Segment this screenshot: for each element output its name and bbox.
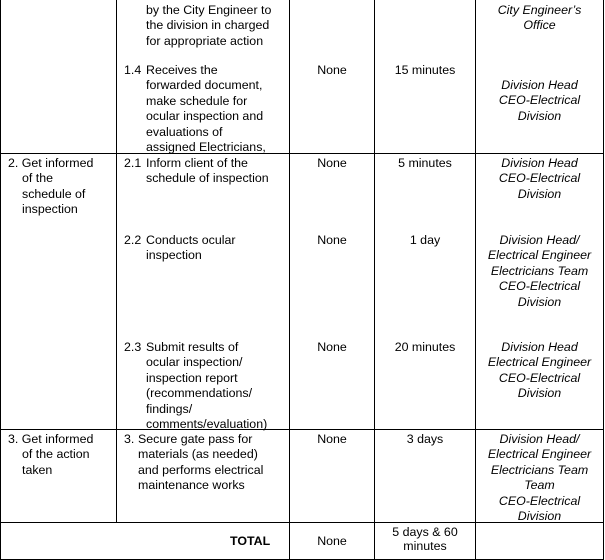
text-line: taken (22, 462, 53, 477)
step-text (138, 432, 263, 494)
text-line: Submit results of (146, 340, 239, 354)
client-step-cell (8, 432, 93, 478)
text-line: CEO-Electrical (498, 279, 581, 294)
text-line: materials (as needed) (138, 447, 258, 462)
text-line: schedule of inspection (146, 171, 269, 186)
text-line: assigned Electricians, (146, 140, 266, 155)
client-step-cell (8, 156, 93, 218)
total-time (375, 525, 475, 553)
total-fees: None (317, 534, 347, 548)
text-line: the division in charged (146, 18, 270, 33)
text-line: CEO-Electrical (498, 93, 581, 108)
text-line: 2. Get informed (8, 156, 94, 170)
text-line: Division (517, 509, 562, 524)
step-text (146, 156, 269, 187)
fees-cell: None (317, 340, 347, 354)
text-line: Division Head (501, 78, 578, 92)
text-line: Electrical Engineer (487, 355, 592, 370)
text-line: (recommendations/ (146, 386, 253, 401)
text-line: inspection report (146, 370, 238, 385)
text-line: Electrical Engineer (487, 447, 592, 462)
step-number: 2.3 (124, 340, 142, 354)
text-line: Division (517, 186, 562, 201)
fees-cell: None (317, 156, 347, 170)
time-cell: 20 minutes (394, 340, 456, 354)
total-label: TOTAL (230, 534, 271, 548)
text-line: Division Head/ (499, 233, 580, 247)
text-line: inspection (22, 202, 78, 217)
text-line: CEO-Electrical (498, 370, 581, 385)
fees-cell: None (317, 432, 347, 446)
col-divider-1 (116, 0, 117, 523)
text-line: Electricians Team (490, 462, 589, 477)
text-line: Division (517, 108, 562, 123)
text-line: evaluations of (146, 124, 223, 139)
step-text (146, 63, 266, 155)
col-divider-3 (374, 0, 375, 560)
col-divider-2 (289, 0, 290, 560)
fees-cell: None (317, 63, 347, 77)
responsible-continued (476, 3, 603, 34)
text-line: Division Head (501, 340, 578, 354)
responsible-cell (476, 78, 603, 124)
text-line: schedule of (22, 186, 86, 201)
step-text (146, 340, 267, 432)
text-line: CEO-Electrical (498, 171, 581, 186)
text-line: Division (517, 294, 562, 309)
text-line: Division (517, 386, 562, 401)
text-line: comments/evaluation) (146, 417, 268, 432)
step-number: 1.4 (124, 63, 142, 77)
text-line: of the action (22, 447, 90, 462)
border-left (0, 0, 1, 560)
step-number: 2.2 (124, 233, 142, 247)
border-right (603, 0, 604, 560)
time-cell: 1 day (409, 233, 441, 247)
responsible-cell (476, 432, 603, 524)
text-line: minutes (403, 539, 447, 553)
text-line: Receives the (146, 63, 218, 77)
step-number: 2.1 (124, 156, 142, 170)
fees-cell: None (317, 233, 347, 247)
text-line: of the (22, 171, 54, 186)
row-divider-1 (0, 153, 604, 154)
text-line: Division Head (501, 156, 578, 170)
text-line: Secure gate pass for (138, 432, 253, 446)
text-line: Conducts ocular (146, 233, 236, 247)
text-line: make schedule for (146, 93, 248, 108)
time-cell: 3 days (406, 432, 444, 446)
text-line: findings/ (146, 401, 193, 416)
text-line: Team (524, 478, 555, 493)
row-divider-2 (0, 429, 604, 430)
responsible-cell (476, 340, 603, 402)
text-line: ocular inspection/ (146, 355, 243, 370)
text-line: 5 days & 60 (392, 525, 458, 539)
text-line: for appropriate action (146, 33, 264, 48)
responsible-cell (476, 156, 603, 202)
text-line: Division Head/ (499, 432, 580, 446)
text-line: Electrical Engineer (487, 248, 592, 263)
text-line: ocular inspection and (146, 109, 264, 124)
text-line: inspection (146, 248, 202, 263)
step-text (146, 233, 236, 264)
time-cell: 15 minutes (394, 63, 456, 77)
responsible-cell (476, 233, 603, 310)
text-line: Inform client of the (146, 156, 248, 170)
text-line: Electricians Team (490, 263, 589, 278)
text-line: CEO-Electrical (498, 493, 581, 508)
text-line: maintenance works (138, 478, 245, 493)
text-line: Office (523, 18, 556, 33)
text-line: City Engineer’s (497, 3, 582, 17)
text-line: 3. Get informed (8, 432, 94, 446)
text-line: by the City Engineer to (146, 3, 272, 17)
text-line: forwarded document, (146, 78, 263, 93)
time-cell: 5 minutes (398, 156, 452, 170)
text-line: and performs electrical (138, 462, 264, 477)
step-number: 3. (124, 432, 135, 446)
step-continued-text (146, 3, 271, 49)
